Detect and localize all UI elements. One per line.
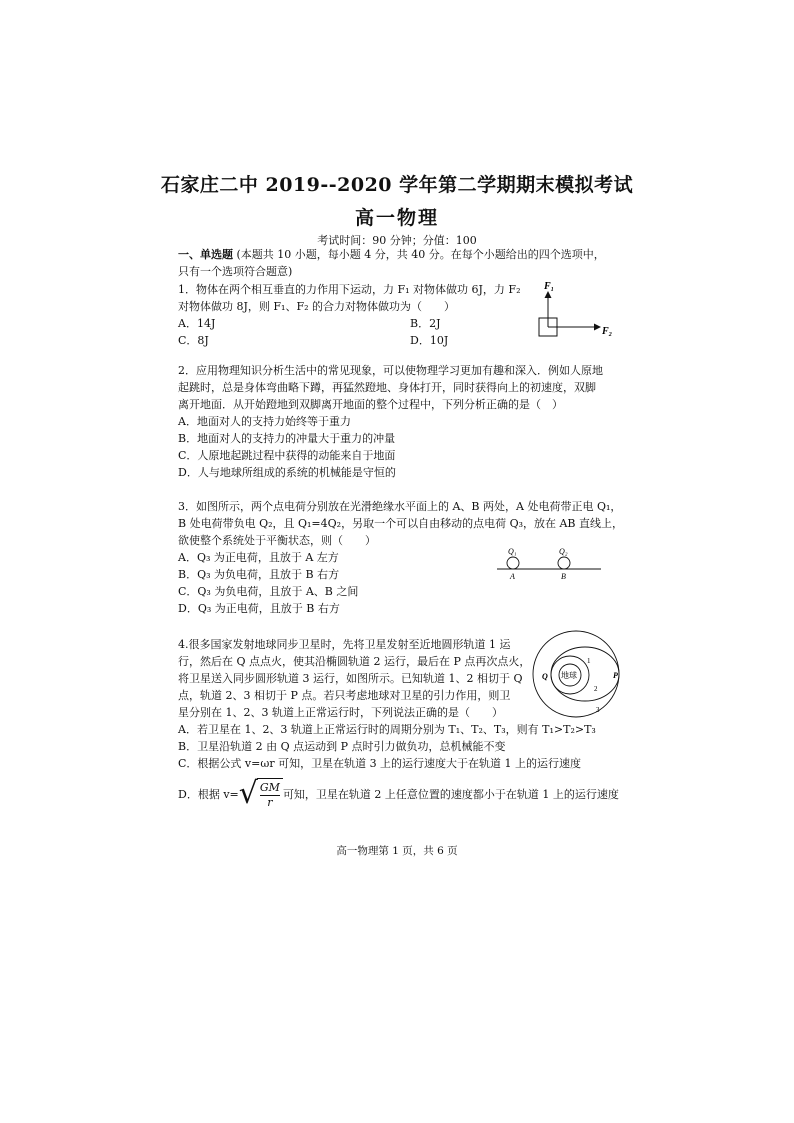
q1-text-2: 对物体做功 8J，则 F₁、F₂ 的合力对物体做功为（ ） [178,300,455,313]
q4-label-1: 1 [587,657,591,665]
q4-label-2: 2 [594,685,598,693]
q4-option-d-suffix: 可知，卫星在轨道 2 上任意位置的速度都小于在轨道 1 上的运行速度 [282,787,619,801]
q2-option-c[interactable]: C．人原地起跳过程中获得的动能来自于地面 [178,449,396,462]
q4-option-d-prefix: D．根据 v= [178,787,239,801]
q1-option-a[interactable]: A．14J [178,317,216,330]
q3-option-a[interactable]: A．Q₃ 为正电荷，且放于 A 左方 [178,551,339,564]
q4-option-a[interactable]: A．若卫星在 1、2、3 轨道上正常运行时的周期分别为 T₁、T₂、T₃，则有 T₁>T₂>T₃ [178,723,596,736]
page-title: 石家庄二中 2019--2020 学年第二学期期末模拟考试 [160,174,634,196]
q4-option-c[interactable]: C．根据公式 v=ωr 可知，卫星在轨道 3 上的运行速度大于在轨道 1 上的运行速度 [178,757,582,770]
q3-text-1: 3．如图所示，两个点电荷分别放在光滑绝缘水平面上的 A、B 两处，A 处电荷带正电 Q₁， [178,500,622,513]
exam-info: 考试时间：90 分钟；分值：100 [317,234,477,247]
q4-label-earth: 地球 [561,671,577,680]
q3-charge-b [558,557,570,569]
section-desc-2: 只有一个选项符合题意) [178,265,293,278]
q4-option-d[interactable] [178,778,618,810]
formula-denominator: r [267,796,273,809]
q2-option-a[interactable]: A．地面对人的支持力始终等于重力 [178,415,351,428]
formula-fraction [257,778,283,810]
q1-text-1: 1．物体在两个相互垂直的力作用下运动，力 F₁ 对物体做功 6J，力 F₂ [178,283,521,296]
q4-label-q: Q [542,672,548,681]
q4-label-3: 3 [596,706,600,714]
question-2 [178,362,618,481]
section-heading: 一、单选题 [178,248,233,261]
subject-title: 高一物理 [354,207,439,229]
q1-label-f1: F₁ [544,281,555,292]
q1-option-b[interactable]: B．2J [410,317,441,330]
q4-label-p: P [613,671,618,680]
q2-option-b[interactable]: B．地面对人的支持力的冲量大于重力的冲量 [178,432,396,445]
section-intro [178,246,618,280]
page-footer: 高一物理第 1 页，共 6 页 [336,845,458,857]
q2-text-2: 起跳时，总是身体弯曲略下蹲，再猛然蹬地、身体打开，同时获得向上的初速度，双脚 [178,381,596,394]
sqrt-symbol: √ [238,776,258,811]
q4-text-5: 星分别在 1、2、3 轨道上正常运行时，下列说法正确的是（ ） [178,706,503,719]
q4-text-3: 将卫星送入同步圆形轨道 3 运行，如图所示。已知轨道 1、2 相切于 Q [178,672,523,685]
q3-label-b: B [561,572,566,581]
q4-velocity-formula [239,778,283,810]
q3-option-c[interactable]: C．Q₃ 为负电荷，且放于 A、B 之间 [178,585,359,598]
q2-text-1: 2．应用物理知识分析生活中的常见现象，可以使物理学习更加有趣和深入．例如人原地 [178,364,603,377]
q3-option-d[interactable]: D．Q₃ 为正电荷，且放于 B 右方 [178,602,340,615]
q3-label-a: A [510,572,515,581]
q3-charge-a [507,557,519,569]
q3-text-2: B 处电荷带负电 Q₂，且 Q₁=4Q₂，另取一个可以自由移动的点电荷 Q₃，放在 AB 直线上， [178,517,624,530]
q4-text-2: 行，然后在 Q 点点火，使其沿椭圆轨道 2 运行，最后在 P 点再次点火， [178,655,531,668]
section-desc-1: (本题共 10 小题，每小题 4 分，共 40 分。在每个小题给出的四个选项中， [233,248,605,261]
q1-option-d[interactable]: D．10J [410,334,449,347]
q1-force-figure [528,278,618,346]
q3-text-3: 欲使整个系统处于平衡状态，则（ ） [178,534,376,547]
q4-text-4: 点，轨道 2、3 相切于 P 点。若只考虑地球对卫星的引力作用，则卫 [178,689,511,702]
q3-option-b[interactable]: B．Q₃ 为负电荷，且放于 B 右方 [178,568,340,581]
formula-numerator: GM [259,781,280,794]
q1-option-c[interactable]: C．8J [178,334,209,347]
q2-text-3: 离开地面．从开始蹬地到双脚离开地面的整个过程中，下列分析正确的是（ ） [178,398,563,411]
q2-option-d[interactable]: D．人与地球所组成的系统的机械能是守恒的 [178,466,396,479]
q4-text-1: 4.很多国家发射地球同步卫星时，先将卫星发射至近地圆形轨道 1 运 [178,638,511,651]
q4-option-b[interactable]: B．卫星沿轨道 2 由 Q 点运动到 P 点时引力做负功，总机械能不变 [178,740,506,753]
q1-label-f2: F₂ [602,326,613,337]
q3-label-q2: Q₂ [559,547,568,556]
q3-label-q1: Q₁ [508,547,517,556]
q4-orbit-figure [530,628,622,720]
section-heading-line [178,246,618,263]
q3-charges-figure [494,545,604,585]
